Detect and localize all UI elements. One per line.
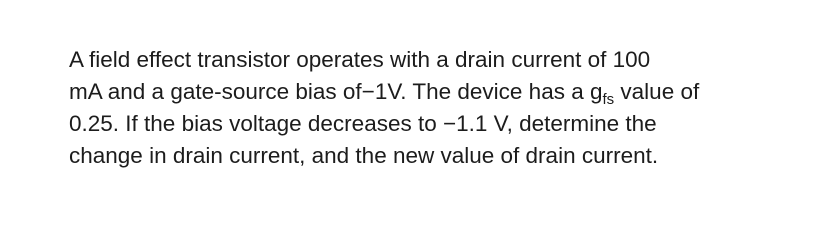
problem-line-2-tail: value of: [614, 79, 700, 104]
problem-line-2-text: mA and a gate-source bias of−1V. The device has a g: [69, 79, 603, 104]
problem-line-4: [69, 140, 789, 172]
problem-line-3-text: 0.25. If the bias voltage decreases to −1.1 V, determine the: [69, 111, 657, 136]
problem-line-1-text: A field effect transistor operates with a drain current of 100: [69, 47, 651, 72]
problem-line-4-text: change in drain current, and the new value of drain current.: [69, 143, 659, 168]
problem-line-1: [69, 44, 789, 76]
problem-line-3: [69, 108, 789, 140]
gfs-subscript: fs: [602, 91, 615, 108]
problem-text: [69, 44, 789, 172]
problem-line-2: [69, 76, 789, 108]
